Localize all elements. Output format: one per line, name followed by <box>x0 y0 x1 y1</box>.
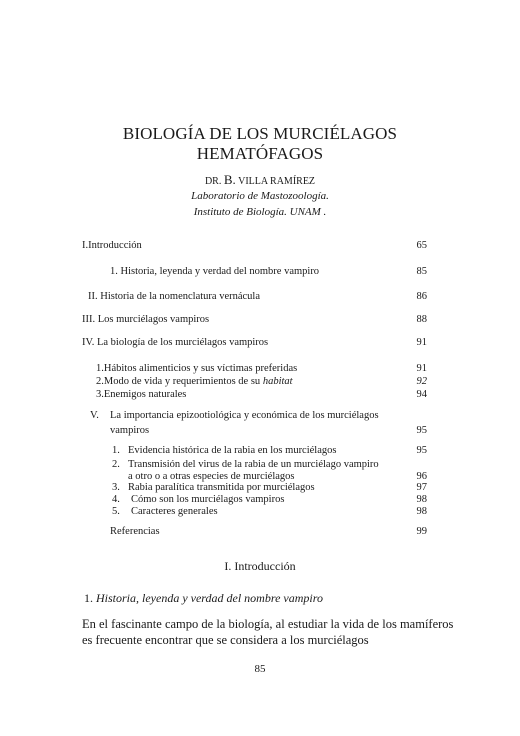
author-name: VILLA RAMÍREZ <box>238 176 316 187</box>
toc-historia-label: 1. Historia, leyenda y verdad del nombre vampiro <box>110 266 320 277</box>
toc-modo-page: 92 <box>416 376 427 387</box>
toc-epizoo-num: V. <box>90 410 99 421</box>
body-line-2: es frecuente encontrar que se considera a los murciélagos <box>82 633 369 647</box>
toc-evidencia-page: 95 <box>416 445 427 456</box>
toc-intro-label: I.Introducción <box>82 240 142 251</box>
toc-caracteres-num: 5. <box>112 506 120 517</box>
toc-evidencia-label: Evidencia histórica de la rabia en los murciélagos <box>128 445 337 456</box>
toc-modo-text: 2.Modo de vida y requerimientos de su <box>96 376 263 387</box>
toc-epizoo-line1: La importancia epizootiológica y económica de los murciélagos <box>110 410 379 421</box>
toc-como-num: 4. <box>112 494 120 505</box>
affiliation-lab: Laboratorio de Mastozoología. <box>191 190 329 202</box>
toc-caracteres-label: Caracteres generales <box>131 506 218 517</box>
affiliation-institute: Instituto de Biología. UNAM . <box>193 206 327 218</box>
toc-evidencia-num: 1. <box>112 445 120 456</box>
toc-modo-label <box>96 375 293 388</box>
toc-habitos-label: 1.Hábitos alimenticios y sus víctimas preferidas <box>96 363 298 374</box>
author-initial: B. <box>223 172 236 187</box>
toc-enemigos-label: 3.Enemigos naturales <box>96 389 187 400</box>
toc-paralitica-page: 97 <box>416 482 427 493</box>
author-byline <box>0 172 520 188</box>
toc-habitos-page: 91 <box>416 363 427 374</box>
toc-como-page: 98 <box>416 494 427 505</box>
toc-historia-page: 85 <box>416 266 427 277</box>
page-number: 85 <box>254 663 266 675</box>
section-heading: I. Introducción <box>224 559 296 573</box>
toc-modo-italic: habitat <box>262 376 293 387</box>
subsection-number: 1. <box>84 591 96 605</box>
toc-referencias-label: Referencias <box>110 526 160 537</box>
toc-referencias-page: 99 <box>416 526 427 537</box>
toc-caracteres-page: 98 <box>416 506 427 517</box>
title-line-1: BIOLOGÍA DE LOS MURCIÉLAGOS <box>122 124 398 143</box>
toc-como-label: Cómo son los murciélagos vampiros <box>131 494 285 505</box>
toc-epizoo-line2: vampiros <box>110 425 150 436</box>
title-line-2: HEMATÓFAGOS <box>196 144 324 163</box>
toc-nomenclatura-page: 86 <box>416 291 427 302</box>
subsection-title: Historia, leyenda y verdad del nombre vampiro <box>96 591 323 605</box>
toc-vampiros-page: 88 <box>416 314 427 325</box>
toc-epizoo-page: 95 <box>416 425 427 436</box>
body-line-1: En el fascinante campo de la biología, al estudiar la vida de los mamíferos <box>82 617 454 631</box>
toc-enemigos-page: 94 <box>416 389 427 400</box>
toc-transmision-line2: a otro o a otras especies de murciélagos <box>128 471 295 482</box>
toc-transmision-num: 2. <box>112 459 120 470</box>
author-prefix: DR. <box>204 176 222 187</box>
toc-transmision-line1: Transmisión del virus de la rabia de un murciélago vampiro <box>128 459 379 470</box>
toc-nomenclatura-label: II. Historia de la nomenclatura vernácula <box>88 291 261 302</box>
subsection-heading <box>84 591 323 606</box>
toc-vampiros-label: III. Los murciélagos vampiros <box>82 314 210 325</box>
toc-transmision-page: 96 <box>416 471 427 482</box>
toc-intro-page: 65 <box>416 240 427 251</box>
toc-paralitica-label: Rabia paralítica transmitida por murciélagos <box>128 482 315 493</box>
toc-biologia-label: IV. La biología de los murciélagos vampiros <box>82 337 269 348</box>
toc-paralitica-num: 3. <box>112 482 120 493</box>
toc-biologia-page: 91 <box>416 337 427 348</box>
